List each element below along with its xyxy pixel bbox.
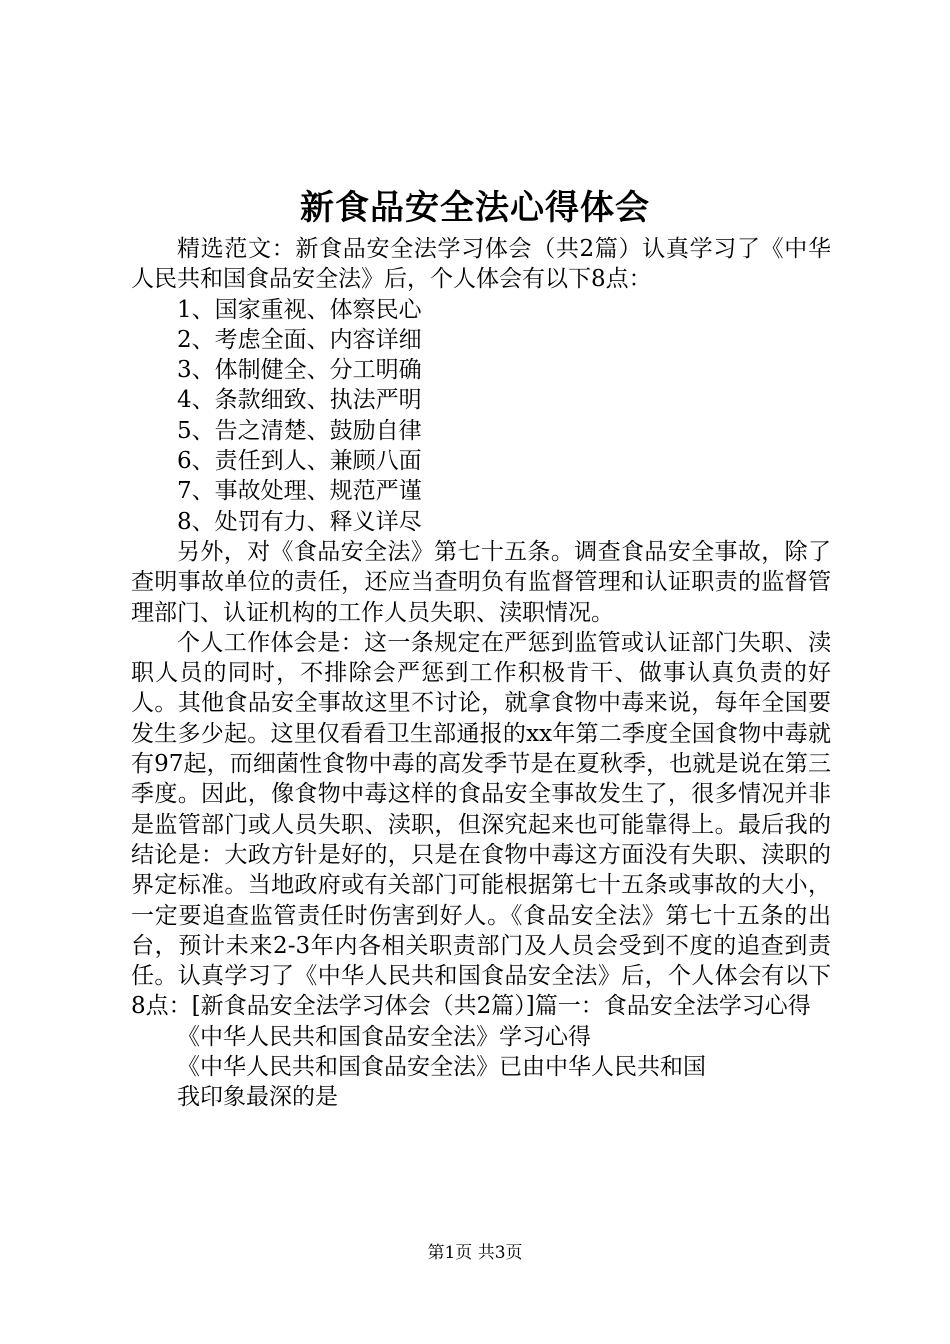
- list-item-5: 5、告之清楚、鼓励自律: [177, 417, 422, 444]
- list-item-7: 7、事故处理、规范严谨: [177, 478, 422, 505]
- list-item-3: 3、体制健全、分工明确: [177, 357, 422, 384]
- list-item-8: 8、处罚有力、释义详尽: [177, 508, 422, 535]
- paragraph-study-notes-heading: 《中华人民共和国食品安全法》学习心得: [177, 1023, 591, 1050]
- paragraph-personal-experience: 个人工作体会是：这一条规定在严惩到监管或认证部门失职、渎职人员的同时，不排除会严惩到工作积极肯干、做事认真负责的好人。其他食品安全事故这里不讨论，就拿食物中毒来说，每年全国要发生多少起。这里仅看看卫生部通报的xx年第二季度全国食物中毒就有97起，而细菌性食物中毒的高发季节是在夏秋季，也就是说在第三季度。因此，像食物中毒这样的食品安全事故发生了，很多情况并非是监管部门或人员失职、渎职，但深究起来也可能靠得上。最后我的结论是：大政方针是好的，只是在食物中毒这方面没有失职、渎职的界定标准。当地政府或有关部门可能根据第七十五条或事故的大小，一定要追查监管责任时伤害到好人。《食品安全法》第七十五条的出台，预计未来2-3年内各相关职责部门及人员会受到不度的追查到责任。认真学习了《中华人民共和国食品安全法》后，个人体会有以下8点：[新食品安全法学习体会（共2篇）]篇一：食品安全法学习心得: [131, 629, 831, 1020]
- paragraph-article-75: 另外，对《食品安全法》第七十五条。调查食品安全事故，除了查明事故单位的责任，还应当查明负有监督管理和认证职责的监督管理部门、认证机构的工作人员失职、渎职情况。: [131, 538, 831, 626]
- list-item-4: 4、条款细致、执法严明: [177, 387, 422, 414]
- list-item-1: 1、国家重视、体察民心: [177, 296, 422, 323]
- paragraph-law-passed: 《中华人民共和国食品安全法》已由中华人民共和国: [177, 1054, 706, 1081]
- list-item-2: 2、考虑全面、内容详细: [177, 326, 422, 353]
- document-title: 新食品安全法心得体会: [300, 188, 650, 228]
- document-body: [131, 234, 831, 1113]
- paragraph-impression: 我印象最深的是: [177, 1084, 338, 1111]
- page-footer: 第1页 共3页: [427, 1243, 523, 1263]
- paragraph-intro: 精选范文：新食品安全法学习体会（共2篇）认真学习了《中华人民共和国食品安全法》后，个人体会有以下8点：: [131, 236, 831, 293]
- list-item-6: 6、责任到人、兼顾八面: [177, 448, 422, 475]
